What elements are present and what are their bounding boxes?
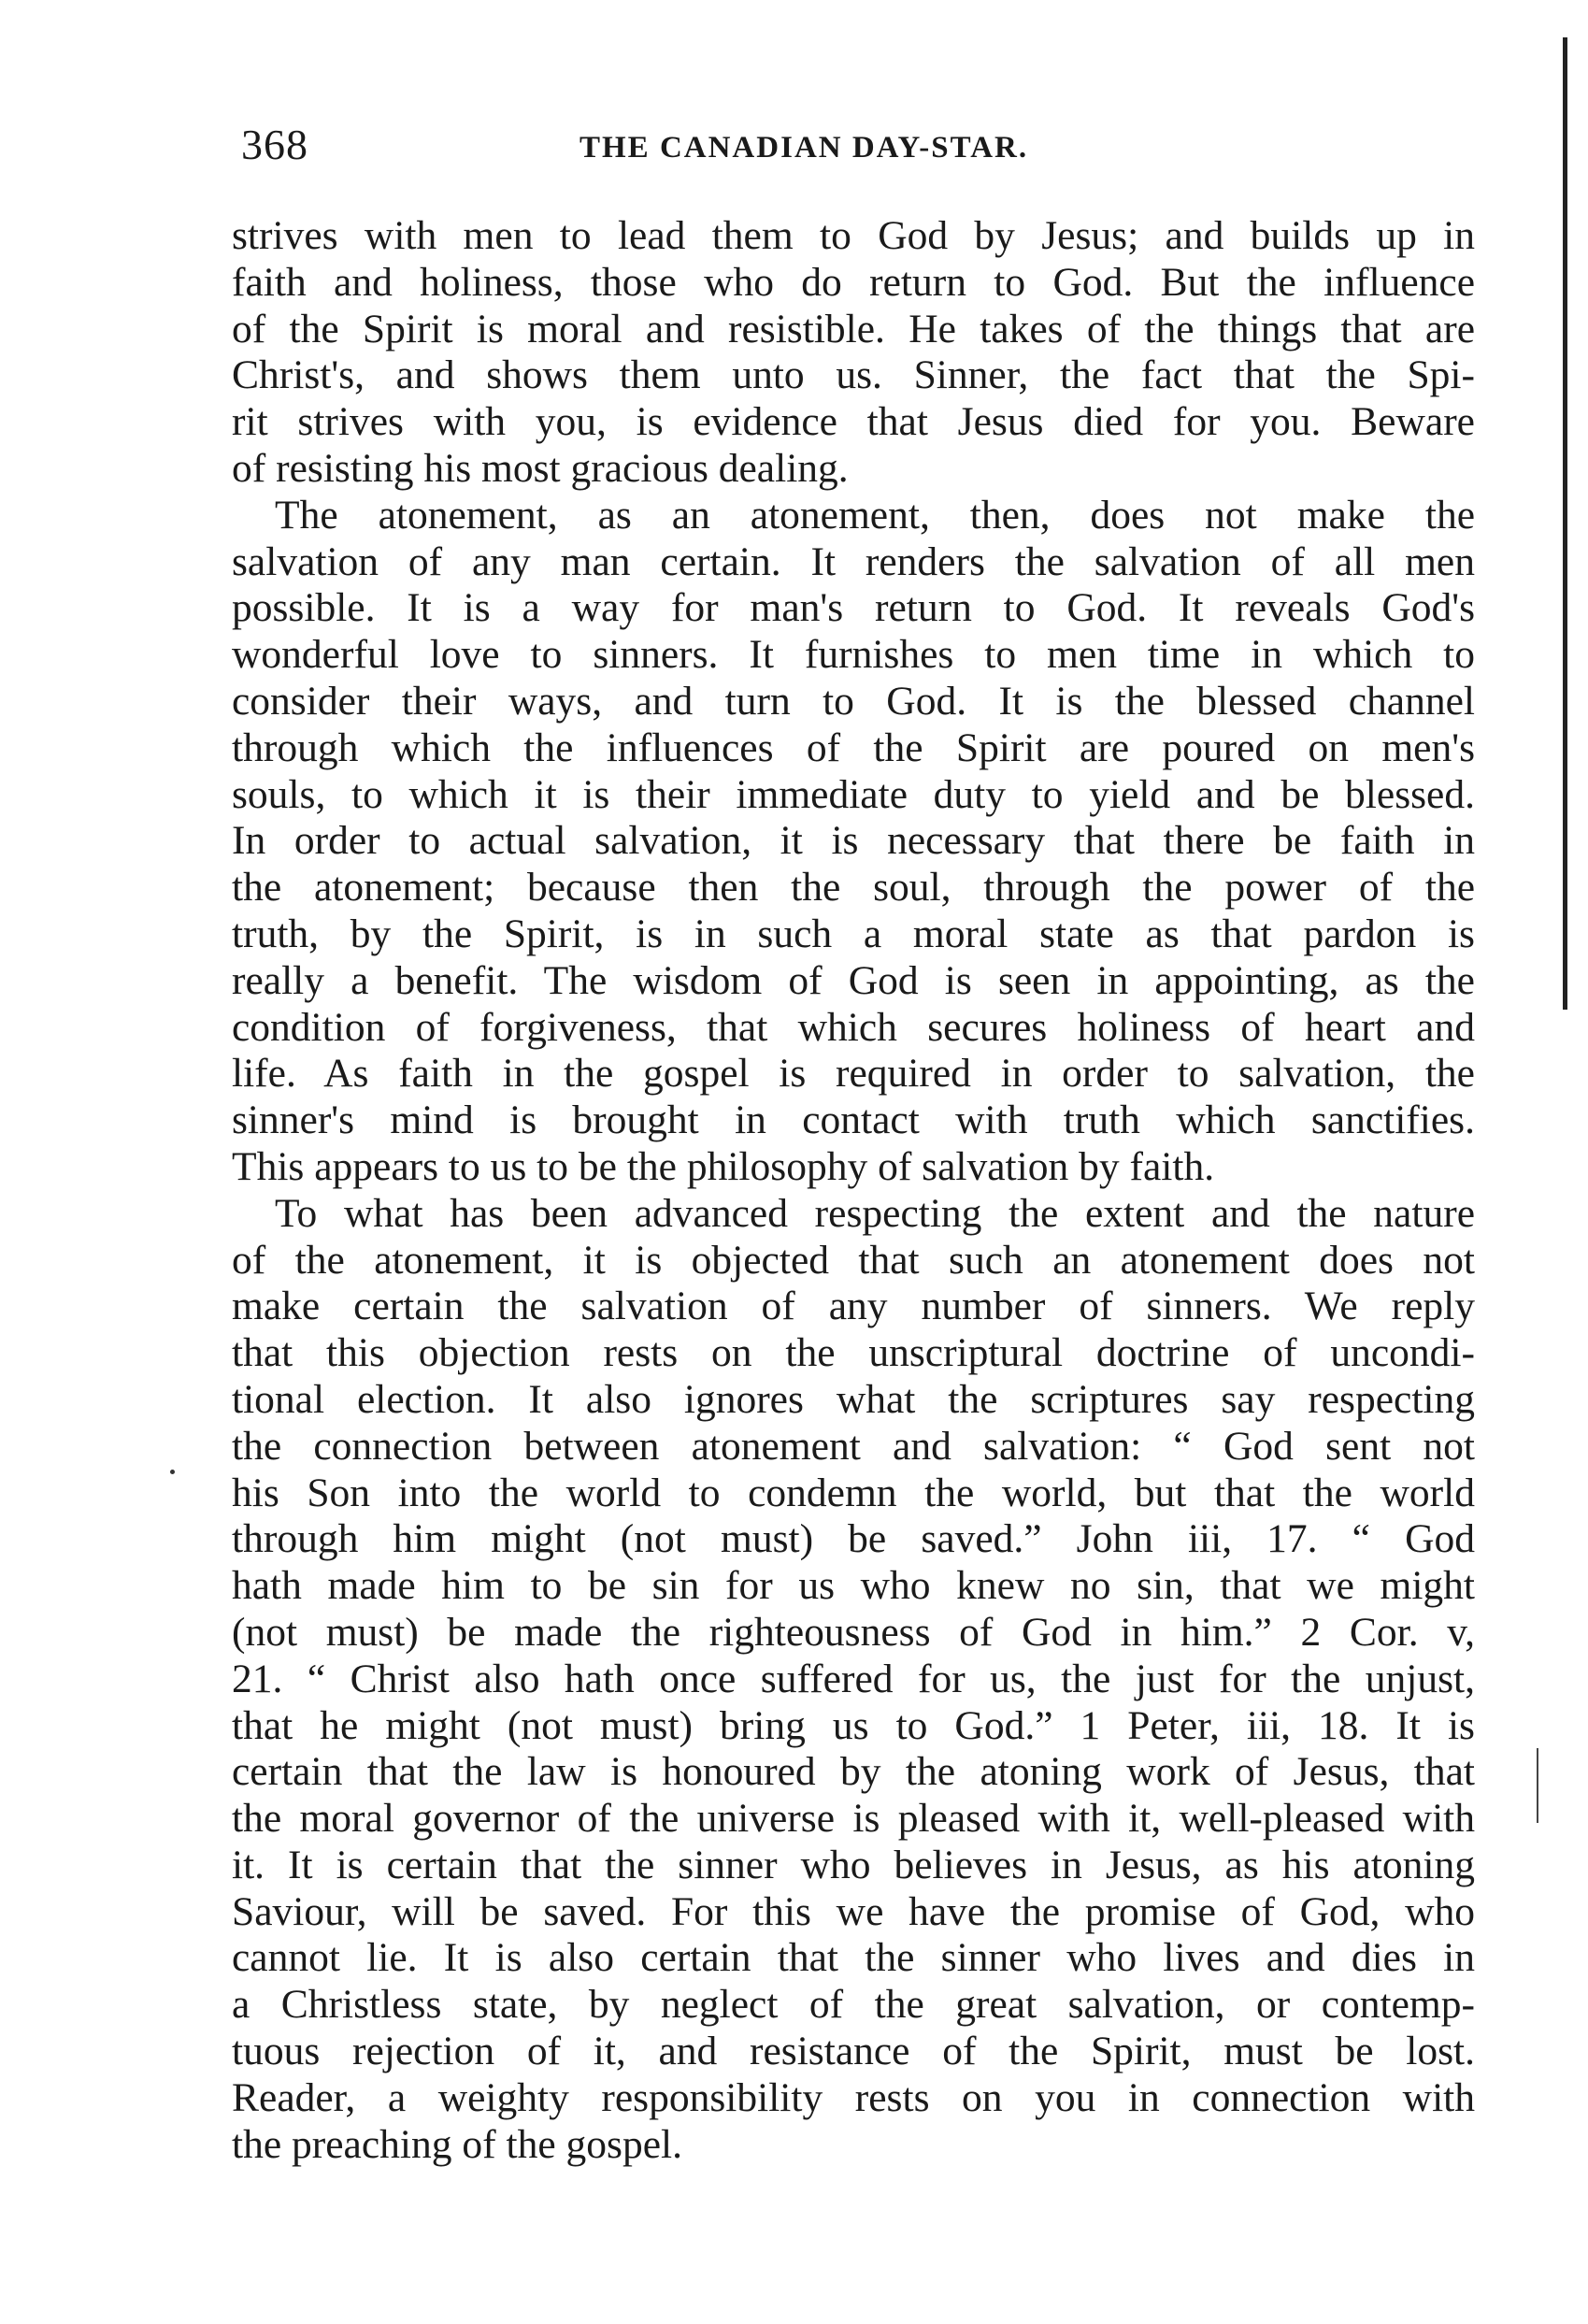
- text-line: strives with men to lead them to God by Jesus; and builds up in: [232, 213, 1475, 258]
- text-line: In order to actual salvation, it is necessary that there be faith in: [232, 818, 1475, 864]
- text-line: Saviour, will be saved. For this we have the promise of God, who: [232, 1888, 1475, 1934]
- body-text: [232, 213, 1475, 2168]
- text-line: the preaching of the gospel.: [232, 2121, 682, 2167]
- text-line: sinner's mind is brought in contact with truth which sanctifies.: [232, 1097, 1475, 1143]
- text-line: that he might (not must) bring us to God.” 1 Peter, iii, 18. It is: [232, 1702, 1475, 1748]
- text-line: (not must) be made the righteousness of God in him.” 2 Cor. v,: [232, 1609, 1475, 1655]
- text-line: the atonement; because then the soul, through the power of the: [232, 865, 1475, 911]
- text-line: really a benefit. The wisdom of God is seen in appointing, as the: [232, 957, 1475, 1003]
- text-line: To what has been advanced respecting the extent and the nature: [275, 1190, 1475, 1236]
- text-line: his Son into the world to condemn the world, but that the world: [232, 1470, 1475, 1515]
- page-number: 368: [241, 121, 308, 168]
- text-line: wonderful love to sinners. It furnishes to men time in which to: [232, 632, 1475, 678]
- text-line: of resisting his most gracious dealing.: [232, 445, 849, 491]
- text-line: possible. It is a way for man's return to God. It reveals God's: [232, 585, 1475, 631]
- text-line: through which the influences of the Spirit are poured on men's: [232, 724, 1475, 770]
- text-line: a Christless state, by neglect of the great salvation, or contemp-: [232, 1982, 1475, 2028]
- text-line: the connection between atonement and salvation: “ God sent not: [232, 1423, 1475, 1469]
- running-title: THE CANADIAN DAY-STAR.: [579, 131, 1029, 165]
- page-edge-rule: [1563, 37, 1567, 1010]
- text-line: faith and holiness, those who do return to God. But the influence: [232, 259, 1475, 305]
- text-line: consider their ways, and turn to God. It is the blessed channel: [232, 678, 1475, 724]
- text-line: This appears to us to be the philosophy of salvation by faith.: [232, 1143, 1215, 1189]
- ink-speck: [170, 1470, 175, 1474]
- text-line: Reader, a weighty responsibility rests on you in connection with: [232, 2074, 1475, 2120]
- text-line: make certain the salvation of any number of sinners. We reply: [232, 1284, 1475, 1329]
- text-line: through him might (not must) be saved.” John iii, 17. “ God: [232, 1516, 1475, 1562]
- text-line: truth, by the Spirit, is in such a moral state as that pardon is: [232, 911, 1475, 956]
- text-line: Christ's, and shows them unto us. Sinner, the fact that the Spi-: [232, 352, 1475, 398]
- text-line: tional election. It also ignores what the scriptures say respecting: [232, 1376, 1475, 1422]
- page-edge-mark: [1537, 1748, 1538, 1823]
- text-line: rit strives with you, is evidence that Jesus died for you. Beware: [232, 399, 1475, 445]
- text-line: 21. “ Christ also hath once suffered for us, the just for the unjust,: [232, 1656, 1475, 1701]
- text-line: hath made him to be sin for us who knew no sin, that we might: [232, 1563, 1475, 1609]
- text-line: it. It is certain that the sinner who believes in Jesus, as his atoning: [232, 1842, 1475, 1887]
- text-line: that this objection rests on the unscriptural doctrine of uncondi-: [232, 1330, 1475, 1376]
- text-line: the moral governor of the universe is pleased with it, well-pleased with: [232, 1796, 1475, 1842]
- text-line: souls, to which it is their immediate duty to yield and be blessed.: [232, 771, 1475, 817]
- text-line: tuous rejection of it, and resistance of the Spirit, must be lost.: [232, 2029, 1475, 2074]
- text-line: cannot lie. It is also certain that the sinner who lives and dies in: [232, 1935, 1475, 1981]
- text-line: condition of forgiveness, that which secures holiness of heart and: [232, 1004, 1475, 1050]
- text-line: salvation of any man certain. It renders the salvation of all men: [232, 538, 1475, 584]
- text-line: life. As faith in the gospel is required in order to salvation, the: [232, 1051, 1475, 1097]
- text-line: of the Spirit is moral and resistible. He takes of the things that are: [232, 306, 1475, 351]
- text-line: of the atonement, it is objected that such an atonement does not: [232, 1237, 1475, 1283]
- text-line: The atonement, as an atonement, then, does not make the: [275, 492, 1475, 538]
- text-line: certain that the law is honoured by the atoning work of Jesus, that: [232, 1749, 1475, 1795]
